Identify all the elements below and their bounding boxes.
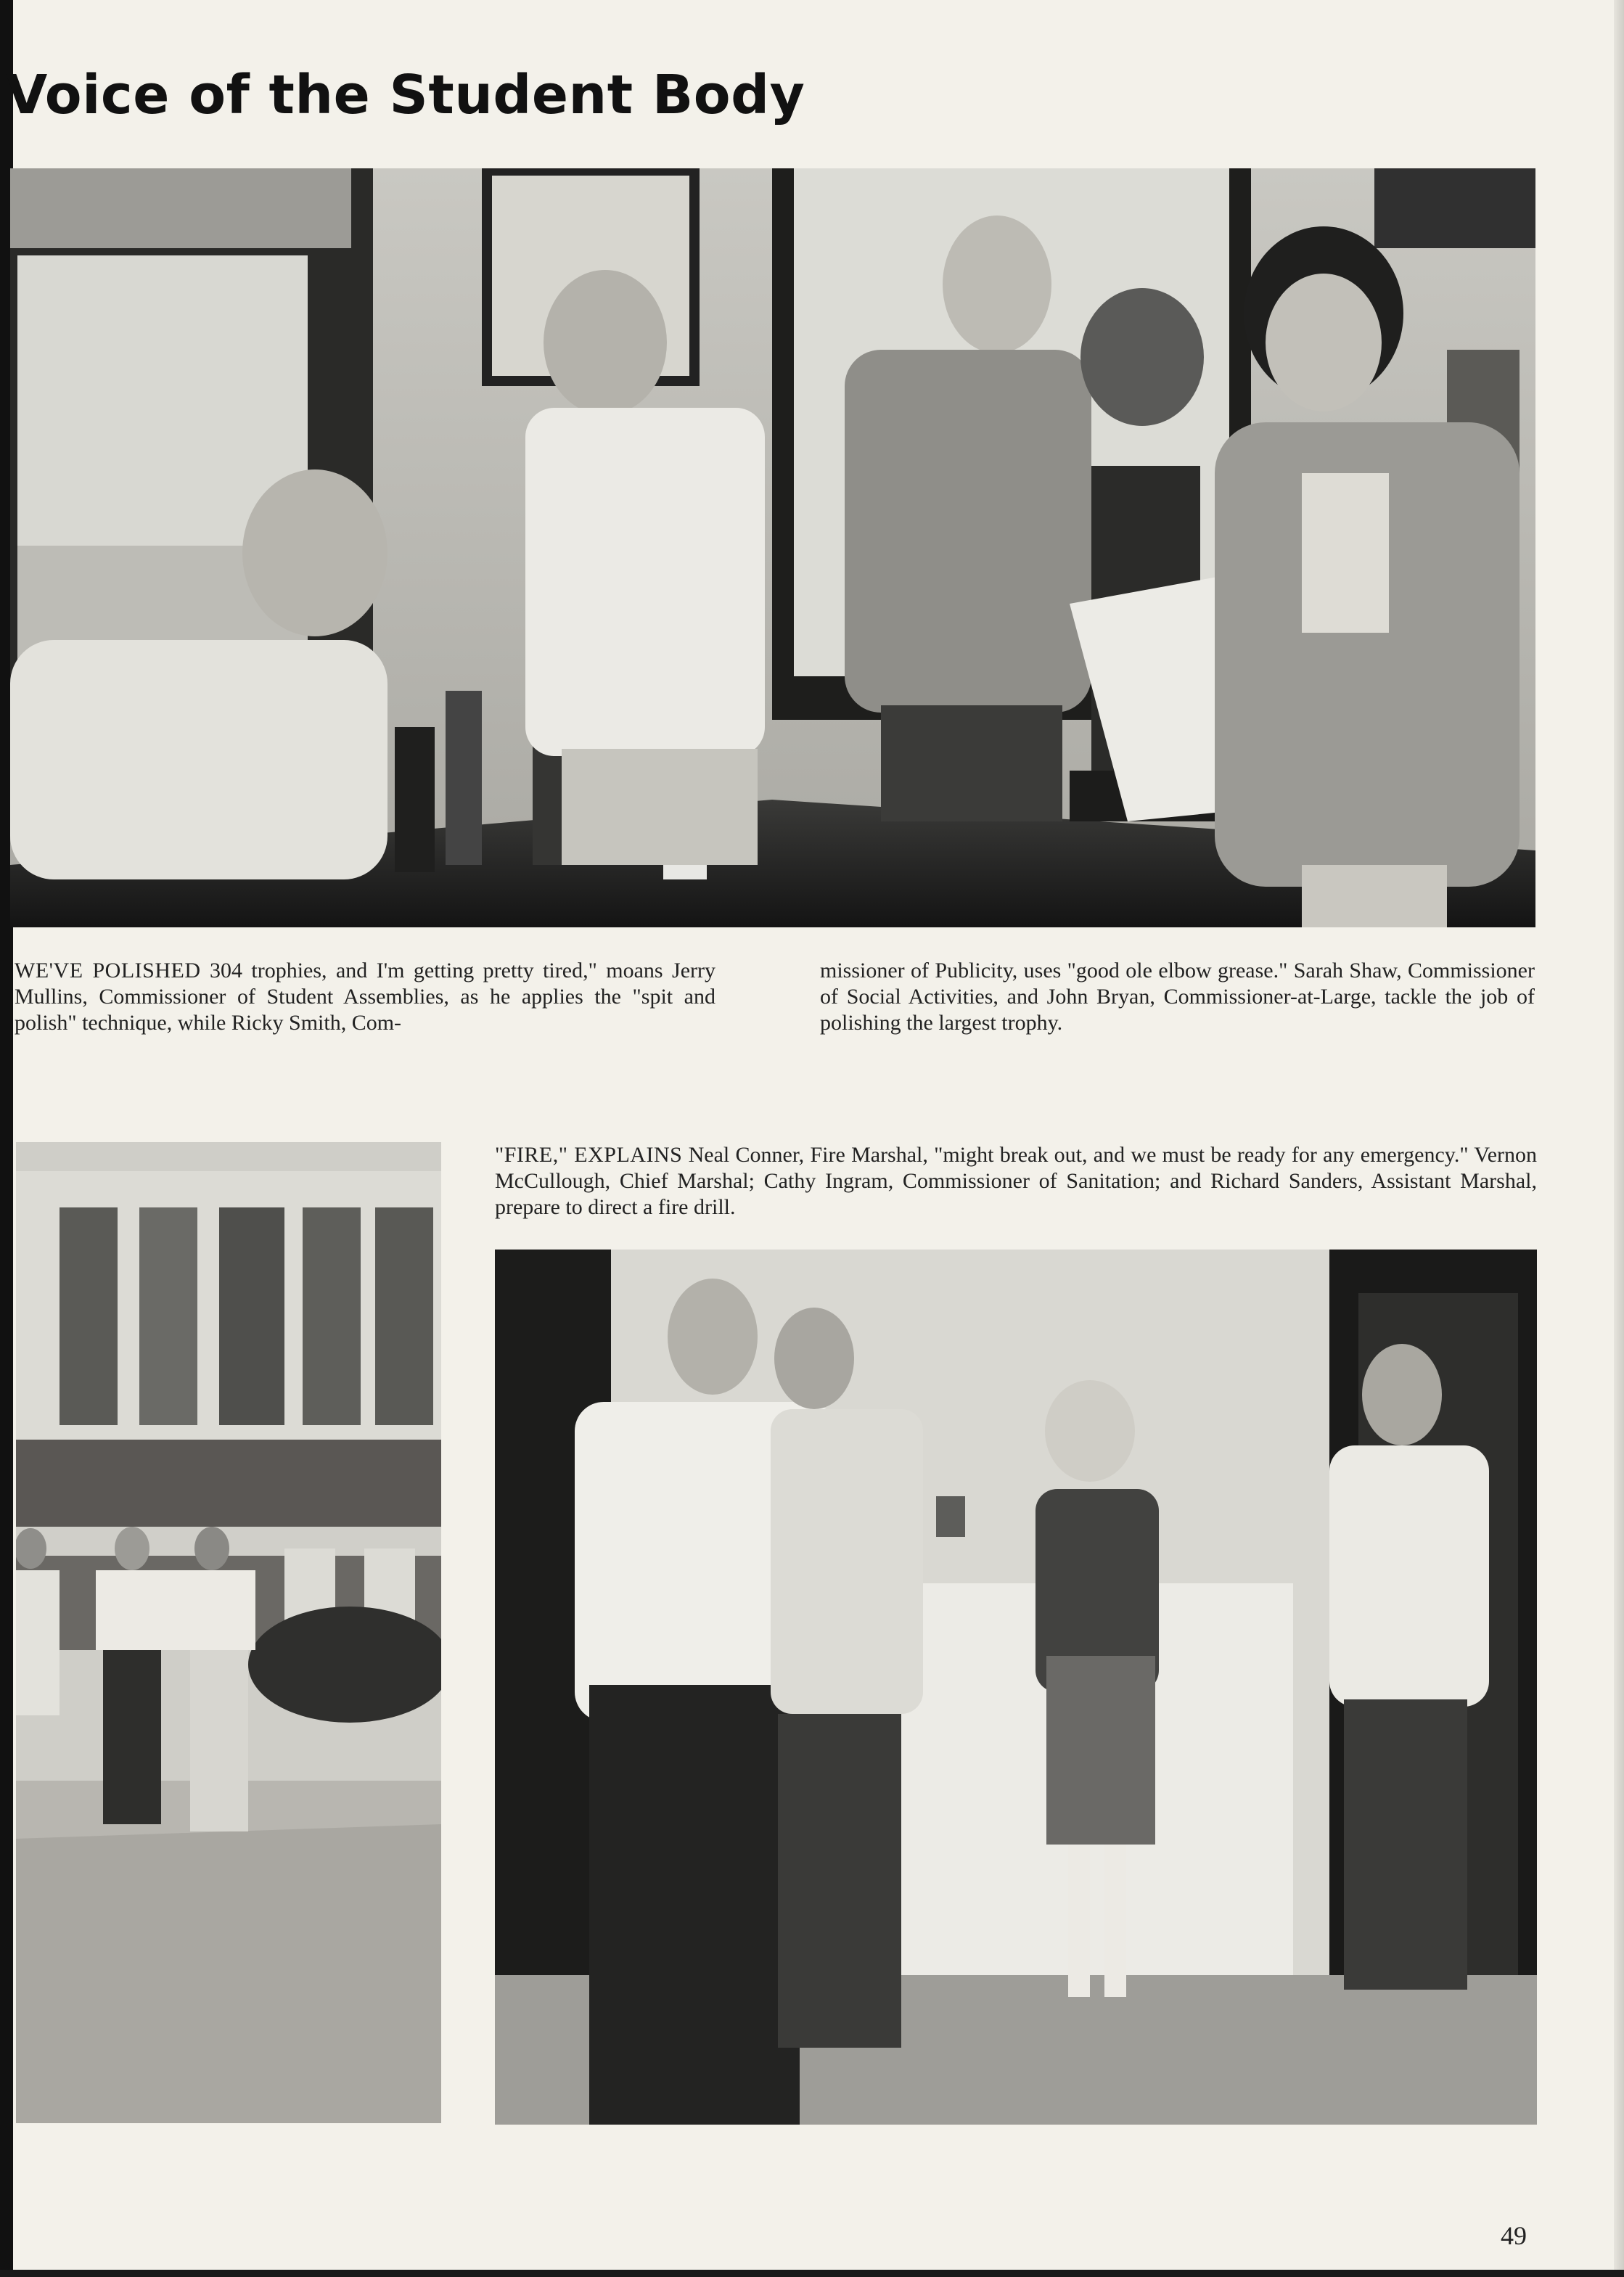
page-number: 49 <box>1501 2221 1527 2250</box>
caption-fire-drill <box>495 1142 1537 1220</box>
page-right-edge <box>1614 0 1624 2277</box>
photo-students-polishing-trophies <box>10 168 1535 927</box>
photo-right-drawing <box>495 1250 1537 2125</box>
page-bottom-edge <box>0 2270 1624 2277</box>
caption-trophies-part-1 <box>15 958 715 1036</box>
photo-fire-drill-by-alarm <box>495 1250 1537 2125</box>
caption-trophies-lead: WE'VE POLISHED <box>15 959 201 982</box>
caption-fire-drill-lead: "FIRE," EXPLAINS <box>495 1143 683 1167</box>
caption-trophies-part-2: missioner of Publicity, uses "good ole elbow grease." Sarah Shaw, Commissioner of Social Activities, and John Bryan, Commissioner-at-Large, tackle the job of polishing the largest trophy. <box>820 959 1535 1035</box>
caption-fire-drill-text: Neal Conner, Fire Marshal, "might break out, and we must be ready for any emergency." Vernon McCullough, Chief Marshal; Cathy Ingram, Commissioner of Sanitation; and Richard Sanders, Assistant Marshal, prepare to direct a fire drill. <box>495 1143 1537 1219</box>
photo-top-drawing <box>10 168 1535 927</box>
page-title: Voice of the Student Body <box>6 64 805 126</box>
photo-school-building-exterior <box>16 1142 441 2123</box>
caption-trophies-text-1: 304 trophies, and I'm getting pretty tired," moans Jerry Mullins, Commissioner of Student Assemblies, as he applies the "spit and polish" technique, while Ricky Smith, Com- <box>15 959 716 1035</box>
photo-left-drawing <box>16 1142 441 2123</box>
